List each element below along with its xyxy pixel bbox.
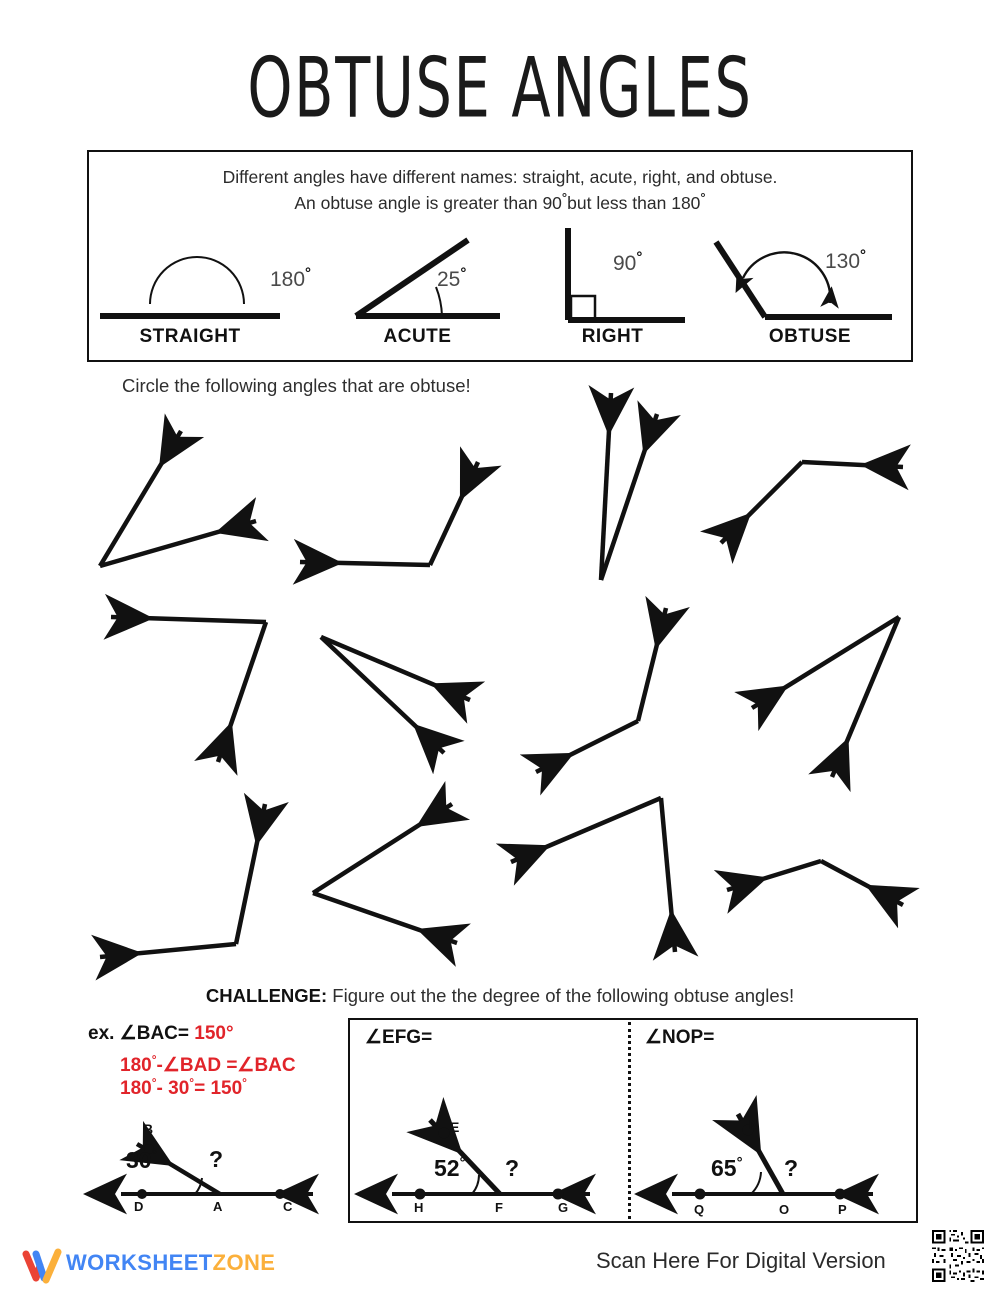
question-1-point-F: F — [495, 1200, 503, 1215]
work2-deg3: ° — [242, 1075, 247, 1090]
practice-angle-6-ray-2 — [321, 637, 444, 753]
practice-angle-6[interactable] — [321, 637, 470, 753]
example-point-B: B — [143, 1121, 154, 1137]
obtuse-angle-value: 130° — [825, 247, 867, 273]
practice-angle-10-ray-1 — [313, 804, 452, 893]
example-work-line-1 — [120, 1054, 296, 1077]
practice-angle-11[interactable] — [511, 798, 675, 952]
practice-angle-10-ray-2 — [313, 893, 457, 943]
practice-angle-8[interactable] — [752, 617, 899, 777]
definition-line-1: Different angles have different names: straight, acute, right, and obtuse. — [222, 167, 778, 187]
question-1-unknown: ? — [505, 1155, 520, 1181]
work2-deg1: ° — [151, 1075, 157, 1090]
question-1-point-E: E — [450, 1119, 460, 1135]
instruction-text: Circle the following angles that are obtuse! — [122, 375, 471, 396]
acute-angle-value: 25° — [437, 265, 467, 291]
worksheetzone-logo-text[interactable] — [66, 1250, 275, 1276]
question-1-point-H: H — [414, 1200, 424, 1215]
practice-angle-9-ray-1 — [236, 804, 265, 944]
practice-angle-10[interactable] — [313, 804, 457, 943]
practice-angle-2-ray-1 — [300, 562, 430, 565]
scan-prompt-text: Scan Here For Digital Version — [596, 1248, 886, 1273]
acute-angle-label: ACUTE — [383, 326, 452, 347]
practice-angle-5[interactable] — [111, 617, 266, 762]
practice-angle-5-ray-1 — [111, 617, 266, 622]
practice-angle-8-ray-2 — [832, 617, 899, 777]
work2-c: = 150 — [194, 1078, 243, 1099]
question-1-angle-value: 52° — [434, 1154, 466, 1181]
worksheetzone-logo-mark[interactable] — [22, 1248, 66, 1284]
example-answer: 150° — [194, 1023, 234, 1044]
challenge-label: CHALLENGE: — [205, 985, 328, 1006]
question-2-unknown: ? — [784, 1155, 799, 1181]
practice-angle-4-ray-1 — [802, 462, 903, 467]
practice-angle-4-ray-2 — [721, 462, 802, 543]
challenge-box-divider — [628, 1022, 631, 1219]
question-2-prompt[interactable]: ∠NOP= — [645, 1027, 715, 1048]
work2-a: 180 — [120, 1078, 152, 1099]
example-angle-name: ∠BAC= — [119, 1023, 189, 1044]
example-point-D: D — [134, 1199, 144, 1214]
practice-angle-1[interactable] — [100, 431, 256, 566]
practice-angle-11-ray-1 — [511, 798, 661, 862]
work2-b: - 30 — [156, 1078, 190, 1099]
practice-angle-12-ray-2 — [821, 861, 903, 905]
example-work — [120, 1054, 296, 1100]
practice-angle-6-ray-1 — [321, 637, 470, 700]
work1-a: 180 — [120, 1055, 152, 1076]
example-point-C: C — [283, 1199, 293, 1214]
right-angle-value: 90° — [613, 249, 643, 275]
definition-line-2-part-a: An obtuse angle is greater than 90 — [294, 193, 562, 213]
example-work-line-2 — [120, 1077, 296, 1100]
work1-b: -∠BAD =∠BAC — [156, 1055, 296, 1076]
example-angle-value: 30° — [126, 1146, 158, 1173]
practice-angle-7-ray-1 — [638, 608, 666, 721]
example-unknown: ? — [209, 1146, 224, 1172]
question-2-point-O: O — [779, 1202, 790, 1217]
example-prefix: ex. — [88, 1023, 115, 1044]
practice-angle-4[interactable] — [721, 462, 903, 543]
work2-deg2: ° — [189, 1075, 195, 1090]
question-1-diagram-efg — [378, 1102, 618, 1214]
question-2-point-N: N — [749, 1116, 760, 1132]
question-2-angle-value: 65° — [711, 1154, 743, 1181]
question-1-point-G: G — [558, 1200, 569, 1215]
practice-angle-2[interactable] — [300, 462, 478, 565]
page-title: OBTUSE ANGLES — [247, 39, 753, 137]
practice-angle-8-ray-1 — [752, 617, 899, 708]
definition-line-2-part-b: but less than 180 — [567, 193, 701, 213]
degree-symbol-180: ° — [700, 190, 706, 206]
obtuse-angle-label: OBTUSE — [768, 326, 852, 347]
logo-word-worksheet: WORKSHEET — [66, 1250, 213, 1275]
practice-angle-7-ray-2 — [536, 721, 638, 772]
practice-angle-9-ray-2 — [100, 944, 236, 957]
practice-angle-3[interactable] — [601, 393, 657, 580]
practice-angle-9[interactable] — [100, 804, 265, 957]
practice-angle-2-ray-2 — [430, 462, 478, 565]
logo-word-zone: ZONE — [212, 1250, 276, 1275]
question-2-point-Q: Q — [694, 1202, 705, 1217]
question-2-point-P: P — [838, 1202, 847, 1217]
challenge-heading — [0, 985, 1000, 1007]
practice-angle-11-ray-2 — [661, 798, 675, 952]
straight-angle-value: 180° — [270, 265, 312, 291]
straight-angle-label: STRAIGHT — [139, 326, 241, 347]
question-1-prompt[interactable]: ∠EFG= — [365, 1027, 433, 1048]
degree-symbol-90: ° — [561, 190, 568, 206]
question-2-diagram-nop — [658, 1100, 903, 1214]
practice-angle-5-ray-2 — [218, 622, 266, 762]
right-angle-label: RIGHT — [581, 326, 644, 347]
example-point-A: A — [213, 1199, 223, 1214]
practice-angle-12[interactable] — [727, 861, 903, 905]
example-answer-line — [88, 1022, 234, 1045]
work1-deg: ° — [151, 1052, 157, 1067]
practice-angle-7[interactable] — [536, 608, 666, 772]
challenge-text: Figure out the the degree of the following obtuse angles! — [327, 985, 795, 1006]
qr-code-icon[interactable] — [930, 1228, 986, 1284]
practice-angle-12-ray-1 — [727, 861, 821, 890]
